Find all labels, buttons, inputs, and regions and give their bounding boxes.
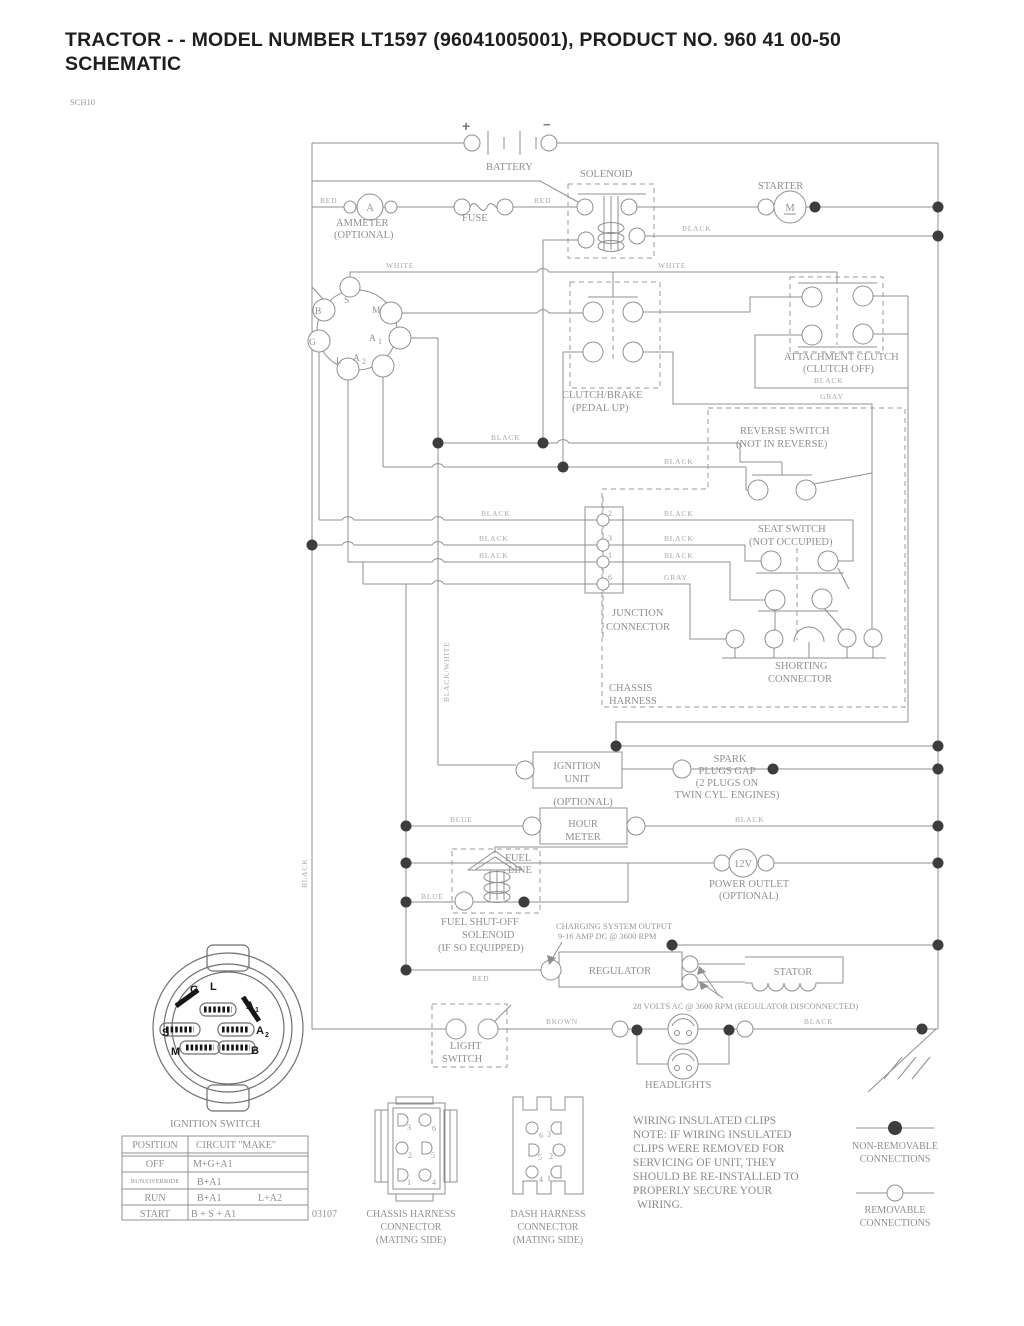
wire-label-black: BLACK [479,534,509,543]
face-terminal-b: B [251,1045,259,1057]
ignition-switch-caption: IGNITION SWITCH [169,1119,261,1130]
ignition-unit-label-2: UNIT [564,774,590,785]
table-row-start: START [139,1209,171,1220]
legend-nonremovable-1: NON-REMOVABLE [852,1141,938,1152]
hour-meter-note: (OPTIONAL) [553,797,613,808]
table-row-start-circuit: B + S + A1 [191,1209,237,1220]
battery-label: BATTERY [486,162,533,173]
terminal-a1-sub: 1 [378,337,382,346]
outlet-label-1: POWER OUTLET [709,879,790,890]
chassis-connector-label-3: (MATING SIDE) [375,1235,447,1246]
starter-symbol [758,181,806,223]
note-line-2: NOTE: IF WIRING INSULATED [633,1129,792,1141]
ignition-switch-table [122,1136,337,1220]
battery-minus: − [543,117,551,132]
clutch-brake-note: (PEDAL UP) [572,403,629,414]
wire-label-black: BLACK [664,534,694,543]
terminal-s: S [344,296,350,306]
wire-label-blue: BLUE [421,892,444,901]
face-terminal-s: S [162,1027,170,1039]
regulator [541,921,723,998]
battery-symbol [462,117,557,173]
dash-harness-connector [510,1097,585,1246]
chassis-pin-6: 6 [432,1124,436,1133]
dash-pin-3: 3 [547,1130,551,1139]
junction-label-2: CONNECTOR [606,622,670,633]
solenoid-label: SOLENOID [580,169,633,180]
legend-removable-2: CONNECTIONS [859,1218,931,1229]
junction-pin-3: 3 [608,534,612,543]
terminal-a1: A [369,334,376,344]
seat-switch [749,524,849,630]
attachment-clutch-note: (CLUTCH OFF) [803,364,874,375]
note-line-6: PROPERLY SECURE YOUR [633,1185,773,1197]
starter-symbol-letter: M [785,203,795,214]
dash-connector-label-1: DASH HARNESS [510,1209,586,1220]
wire-label-white: WHITE [658,261,687,270]
face-terminal-a2-sub: 2 [265,1032,269,1039]
hour-meter-label-2: METER [565,832,601,843]
connection-legend [852,1121,938,1229]
shorting-connector [722,627,886,685]
spark-label-3: (2 PLUGS ON [695,778,759,789]
chassis-pin-2: 2 [408,1151,412,1160]
shorting-label-2: CONNECTOR [768,674,832,685]
fuel-shutoff-label-1: FUEL SHUT-OFF [441,917,519,928]
table-row-run-extra: L+A2 [258,1193,282,1204]
fuel-shutoff-label-3: (IF SO EQUIPPED) [438,943,524,954]
title-line1: TRACTOR - - MODEL NUMBER LT1597 (96041005001), PRODUCT NO. 960 41 00-50 [65,29,842,51]
terminal-l: L [336,357,342,367]
note-line-4: SERVICING OF UNIT, THEY [633,1157,777,1169]
light-switch-label-2: SWITCH [442,1054,483,1065]
starter-label: STARTER [758,181,804,192]
fuse-symbol [454,196,551,224]
chassis-pin-3: 3 [407,1123,411,1132]
fuse-label: FUSE [462,213,488,224]
wire-label-gray: GRAY [820,392,844,401]
wire-label-black: BLACK [735,815,765,824]
terminal-a2-sub: 2 [362,357,366,366]
wire-label-black: BLACK [479,551,509,560]
table-row-off: OFF [145,1159,165,1170]
seat-switch-label: SEAT SWITCH [758,524,826,535]
chassis-pin-4: 4 [432,1178,436,1187]
wire-label-black: BLACK [664,509,694,518]
wire-label-red: RED [534,196,552,205]
stator-label: STATOR [773,967,813,978]
junction-pin-2: 2 [608,509,612,518]
chassis-harness-box [602,408,905,707]
title-line2: SCHEMATIC [65,53,182,75]
dash-pin-4: 4 [539,1175,543,1184]
face-terminal-a1-sub: 1 [255,1007,259,1014]
chassis-harness-connector [366,1097,457,1246]
face-terminal-l: L [210,981,217,993]
wire-label-black: BLACK [491,433,521,442]
headlights-label: HEADLIGHTS [645,1080,712,1091]
note-line-5: SHOULD BE RE-INSTALLED TO [633,1171,799,1183]
wire-label-red: RED [320,196,338,205]
chassis-pin-5: 5 [431,1151,435,1160]
table-row-run: RUN [144,1193,166,1204]
terminal-b: B [315,307,322,317]
fuel-label-1: FUEL [505,853,532,864]
chassis-pin-1: 1 [407,1178,411,1187]
terminal-a2: A [353,354,360,364]
outlet-value: 12V [733,859,753,870]
shorting-label-1: SHORTING [775,661,828,672]
ignition-switch-face [153,945,303,1130]
spark-label-2: PLUGS GAP [698,766,756,777]
junction-connector [585,507,670,707]
reverse-switch [736,426,830,500]
fuel-label-2: LINE [508,865,532,876]
power-outlet [709,849,790,902]
legend-removable-1: REMOVABLE [864,1205,926,1216]
junction-pin-1: 1 [608,551,612,560]
table-row-off-circuit: M+G+A1 [193,1159,233,1170]
reverse-switch-label: REVERSE SWITCH [740,426,830,437]
wire-label-black: BLACK [300,858,309,888]
clutch-brake-box [570,282,660,388]
dash-pin-5: 5 [538,1153,542,1162]
wire-label-brown: BROWN [546,1017,578,1026]
ammeter-label: AMMETER [336,218,389,229]
face-terminal-a1: A [246,1000,254,1012]
light-switch-label-1: LIGHT [450,1041,482,1052]
terminal-m: M [372,306,381,316]
solenoid-symbol [577,169,711,252]
ignition-switch-circle [308,277,411,380]
junction-label-1: JUNCTION [612,608,664,619]
doc-code: SCH10 [70,97,96,107]
wire-label-black: BLACK [664,551,694,560]
wire-label-black: BLACK [804,1017,834,1026]
note-line-3: CLIPS WERE REMOVED FOR [633,1143,785,1155]
stator [633,957,858,1011]
table-col-circuit: CIRCUIT "MAKE" [196,1140,276,1151]
regulator-label: REGULATOR [588,966,652,977]
reverse-switch-note: (NOT IN REVERSE) [736,439,828,450]
hour-meter [523,797,645,844]
dash-connector-label-2: CONNECTOR [517,1222,579,1233]
light-switch [442,1019,498,1065]
table-row-runoverride: RUN/OVERRIDE [130,1178,180,1185]
ammeter-symbol-letter: A [366,203,374,214]
charging-label-2: 9-16 AMP DC @ 3600 RPM [558,931,657,941]
dash-pin-1: 1 [547,1174,551,1183]
chassis-connector-label-1: CHASSIS HARNESS [366,1209,456,1220]
spark-label-1: SPARK [713,754,747,765]
face-terminal-a2: A [256,1025,264,1037]
hour-meter-label-1: HOUR [568,819,598,830]
clutch-brake-switch [562,272,643,414]
chassis-connector-label-2: CONNECTOR [380,1222,442,1233]
wire-label-black: BLACK [814,376,844,385]
wire-label-gray: GRAY [664,573,688,582]
table-col-position: POSITION [132,1140,178,1151]
wiring-note [633,1115,799,1211]
charging-label-1: CHARGING SYSTEM OUTPUT [556,921,673,931]
clutch-brake-label: CLUTCH/BRAKE [562,390,643,401]
note-line-7: WIRING. [637,1199,683,1211]
wire-label-black: BLACK [664,457,694,466]
ammeter-note: (OPTIONAL) [334,230,394,241]
fuel-shutoff-label-2: SOLENOID [462,930,515,941]
wire-label-blue: BLUE [450,815,473,824]
outlet-label-2: (OPTIONAL) [719,891,779,902]
ammeter-symbol [320,194,397,241]
terminal-g: G [309,338,316,348]
wire-label-black: BLACK [481,509,511,518]
attachment-clutch-label: ATTACHMENT CLUTCH [784,352,899,363]
face-terminal-m: M [171,1046,181,1058]
dash-pin-6: 6 [539,1131,543,1140]
junction-pin-6: 6 [608,573,612,582]
table-row-run-circuit: B+A1 [197,1193,222,1204]
wire-label-red: RED [472,974,490,983]
wire-label-white: WHITE [386,261,415,270]
chassis-harness-label-1: CHASSIS [609,683,653,694]
battery-plus: + [462,118,471,134]
ignition-unit-label-1: IGNITION [553,761,601,772]
spark-label-4: TWIN CYL. ENGINES) [674,790,780,801]
seat-switch-note: (NOT OCCUPIED) [749,537,833,548]
legend-nonremovable-2: CONNECTIONS [859,1154,931,1165]
wire-label-black: BLACK [682,224,712,233]
drawing-number: 03107 [312,1209,337,1220]
table-row-runoverride-circuit: B+A1 [197,1177,222,1188]
face-terminal-g: G [190,984,199,996]
wire-label-black-white: BLACK/WHITE [442,641,451,702]
chassis-harness-label-2: HARNESS [609,696,657,707]
ignition-unit [516,752,780,801]
dash-pin-2: 2 [549,1152,553,1161]
volts-note: 28 VOLTS AC @ 3600 RPM (REGULATOR DISCONNECTED) [633,1001,859,1011]
dash-connector-label-3: (MATING SIDE) [512,1235,584,1246]
note-line-1: WIRING INSULATED CLIPS [633,1115,777,1127]
